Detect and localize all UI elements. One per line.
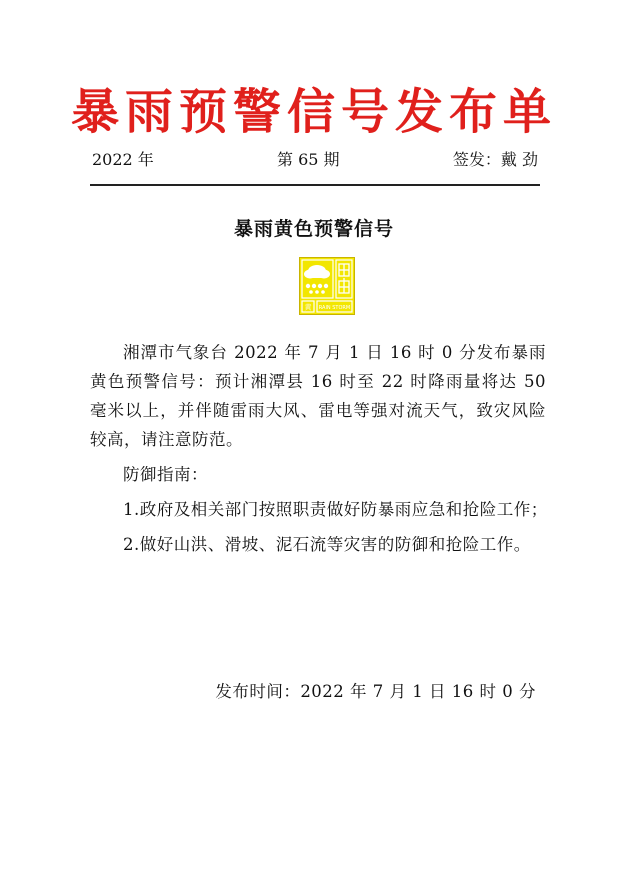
issue-year: 2022 年 xyxy=(92,150,154,169)
document-heading: 暴雨黄色预警信号 xyxy=(233,218,394,240)
issue-number: 第 65 期 xyxy=(277,150,340,169)
meta-row xyxy=(92,148,538,172)
banner-title: 暴雨预警信号发布单 xyxy=(70,84,557,140)
rainstorm-yellow-warning-icon xyxy=(299,257,355,315)
warning-paragraph: 湘潭市气象台 2022 年 7 月 1 日 16 时 0 分发布暴雨黄色预警信号：预计湘潭县 16 时至 22 时降雨量将达 50 毫米以上，并伴随雷雨大风、雷电等强对流天气，致灾风险较高，请注意防范。 xyxy=(90,343,546,449)
icon-english-label: RAIN STORM xyxy=(318,305,351,311)
defense-guide-item: 1.政府及相关部门按照职责做好防暴雨应急和抢险工作； xyxy=(123,500,548,519)
release-time: 发布时间：2022 年 7 月 1 日 16 时 0 分 xyxy=(215,682,536,701)
icon-side-label: 黄 xyxy=(304,303,312,312)
defense-guide-label: 防御指南： xyxy=(123,465,208,484)
header-divider xyxy=(90,184,540,186)
defense-guide-item: 2.做好山洪、滑坡、泥石流等灾害的防御和抢险工作。 xyxy=(123,535,531,554)
document-body xyxy=(90,338,546,565)
signer: 签发：戴 劲 xyxy=(452,150,538,169)
